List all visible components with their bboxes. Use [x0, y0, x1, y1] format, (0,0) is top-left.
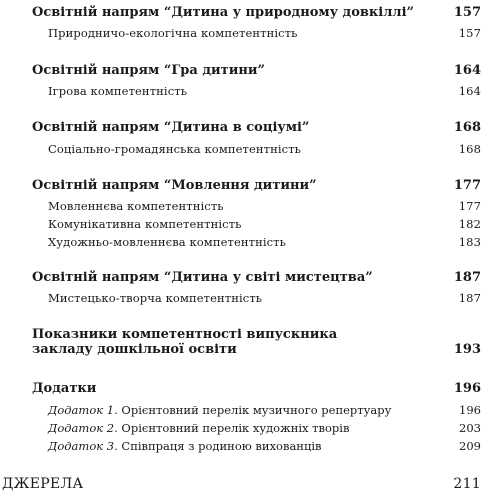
item-title: Комунікативна компетентність	[48, 217, 242, 231]
section-title: Додатки	[32, 381, 97, 396]
item-title: Природничо-екологічна компетентність	[48, 26, 298, 40]
page-number: 177	[458, 199, 481, 213]
item-title: Художньо-мовленнєва компетентність	[48, 235, 287, 249]
section-title: Освітній напрям “Дитина у природному довкіллі”	[32, 5, 414, 20]
page-number: 157	[458, 26, 481, 40]
page-number: 196	[459, 403, 481, 417]
appendix-prefix: Додаток 1.	[48, 403, 118, 417]
item-title: Соціально-громадянська компетентність	[48, 142, 302, 156]
toc-appendix-item[interactable]	[48, 421, 481, 435]
item-title: Ігрова компетентність	[48, 84, 188, 98]
section-title: Освітній напрям “Дитина в соціумі”	[32, 120, 310, 135]
section-title: Освітній напрям “Гра дитини”	[32, 63, 265, 78]
page-number: 182	[458, 217, 481, 231]
section-title: Освітній напрям “Мовлення дитини”	[32, 178, 317, 193]
appendix-title: Орієнтовний перелік художніх творів	[117, 421, 350, 435]
section-title: ДЖЕРЕЛА	[2, 476, 84, 492]
toc-item[interactable]	[48, 84, 481, 98]
page-number: 211	[453, 476, 481, 492]
page-number: 177	[453, 178, 481, 193]
page-number: 168	[458, 142, 481, 156]
toc-section-play[interactable]	[32, 63, 481, 78]
page-number: 187	[453, 270, 481, 285]
item-title: Мистецько-творча компетентність	[48, 291, 263, 305]
section-title-line2: закладу дошкільної освіти	[32, 342, 237, 357]
toc-section-speech[interactable]	[32, 178, 481, 193]
page-number: 187	[458, 291, 481, 305]
appendix-prefix: Додаток 2.	[48, 421, 118, 435]
appendix-title: Орієнтовний перелік музичного репертуару	[117, 403, 392, 417]
page-number: 157	[453, 5, 481, 20]
section-title-line1: Показники компетентності випускника	[32, 327, 338, 342]
page-number: 164	[453, 63, 481, 78]
appendix-title: Співпраця з родиною вихованців	[117, 439, 322, 453]
toc-section-society[interactable]	[32, 120, 481, 135]
page-number: 168	[453, 120, 481, 135]
toc-section-indicators[interactable]	[32, 327, 481, 357]
page-number: 196	[453, 381, 481, 396]
page-number: 183	[458, 235, 481, 249]
appendix-prefix: Додаток 3.	[48, 439, 118, 453]
page-number: 193	[453, 342, 481, 357]
toc-section-art[interactable]	[32, 270, 481, 285]
toc-item[interactable]	[48, 199, 481, 213]
toc-item[interactable]	[48, 217, 481, 231]
toc-item[interactable]	[48, 26, 481, 40]
toc-section-appendices[interactable]	[32, 381, 481, 396]
section-title: Освітній напрям “Дитина у світі мистецтва”	[32, 270, 373, 285]
page-number: 164	[458, 84, 481, 98]
toc-item[interactable]	[48, 235, 481, 249]
toc-item[interactable]	[48, 291, 481, 305]
toc-section-sources[interactable]	[2, 476, 481, 492]
toc-item[interactable]	[48, 142, 481, 156]
item-title: Мовленнєва компетентність	[48, 199, 224, 213]
page-number: 209	[459, 439, 481, 453]
toc-section-nature[interactable]	[32, 5, 481, 20]
toc-appendix-item[interactable]	[48, 439, 481, 453]
page-number: 203	[459, 421, 481, 435]
toc-appendix-item[interactable]	[48, 403, 481, 417]
